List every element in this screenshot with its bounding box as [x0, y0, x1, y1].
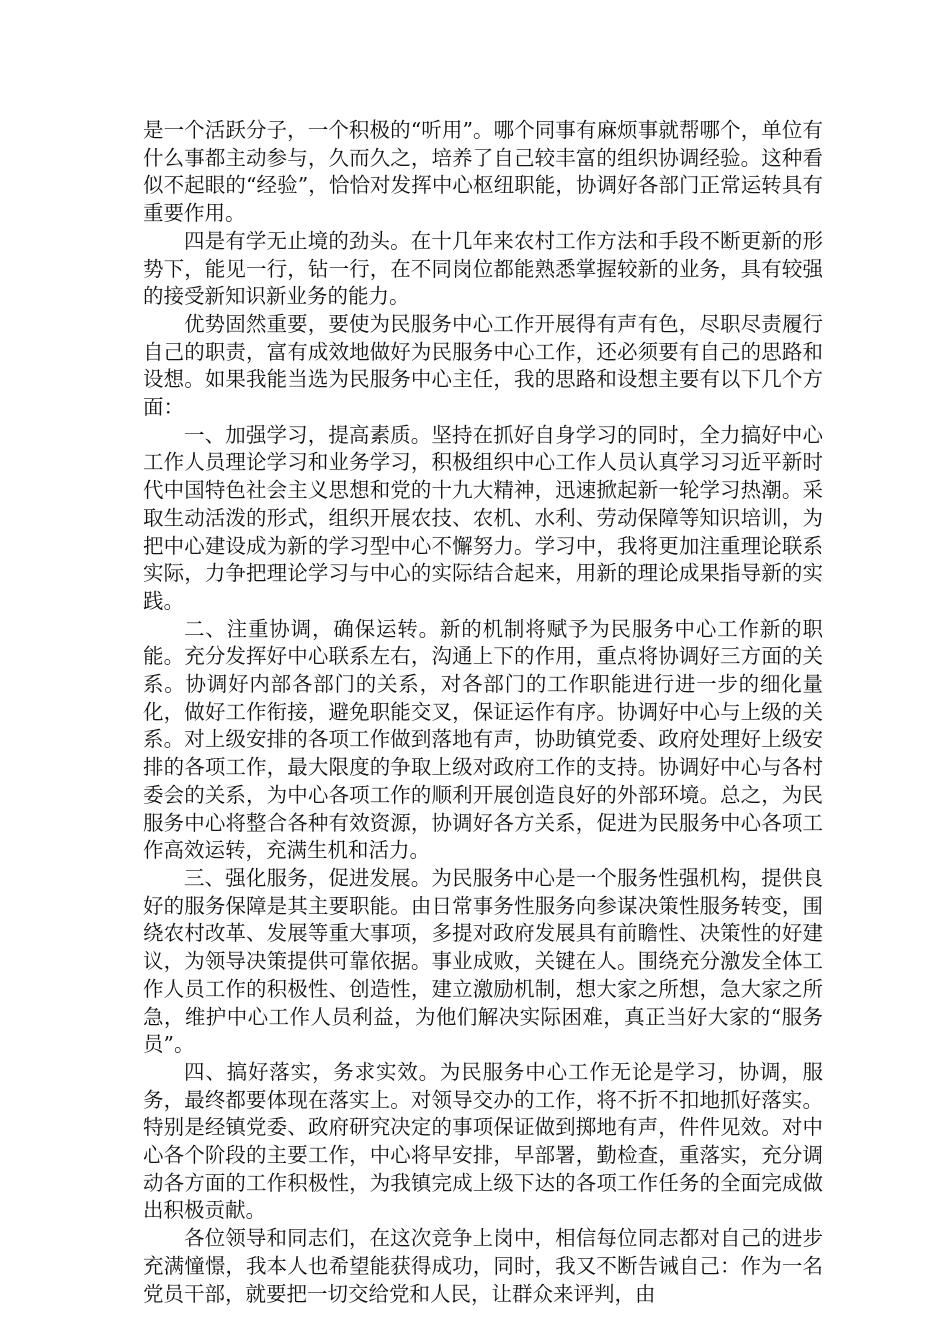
paragraph-point-2-coordination: 二、注重协调，确保运转。新的机制将赋予为民服务中心工作新的职能。充分发挥好中心联系左右，沟通上下的作用，重点将协调好三方面的关系。协调好内部各部门的关系，对各部门的工作职能进行进一步的细化量化，做好工作衔接，避免职能交叉，保证运作有序。协调好中心与上级的关系。对上级安排的各项工作做到落地有声，协助镇党委、政府处理好上级安排的各项工作，最大限度的争取上级对政府工作的支持。协调好中心与各村委会的关系，为中心各项工作的顺利开展创造良好的外部环境。总之，为民服务中心将整合各种有效资源，协调好各方关系，促进为民服务中心各项工作高效运转，充满生机和活力。 — [143, 616, 823, 863]
paragraph-point-1-study: 一、加强学习，提高素质。坚持在抓好自身学习的同时，全力搞好中心工作人员理论学习和业务学习，积极组织中心工作人员认真学习习近平新时代中国特色社会主义思想和党的十九大精神，迅速掀起新一轮学习热潮。采取生动活泼的形式，组织开展农技、农机、水利、劳动保障等知识培训，为把中心建设成为新的学习型中心不懈努力。学习中，我将更加注重理论联系实际，力争把理论学习与中心的实际结合起来，用新的理论成果指导新的实践。 — [143, 422, 823, 613]
document-page — [143, 117, 823, 1308]
paragraph-closing: 各位领导和同志们，在这次竞争上岗中，相信每位同志都对自己的进步充满憧憬，我本人也希望能获得成功，同时，我又不断告诫自己：作为一名党员干部，就要把一切交给党和人民，让群众来评判，由 — [143, 1226, 823, 1306]
paragraph-learning-drive: 四是有学无止境的劲头。在十几年来农村工作方法和手段不断更新的形势下，能见一行，钻一行，在不同岗位都能熟悉掌握较新的业务，具有较强的接受新知识新业务的能力。 — [143, 228, 823, 309]
paragraph-advantages-intro: 优势固然重要，要使为民服务中心工作开展得有声有色，尽职尽责履行自己的职责，富有成效地做好为民服务中心工作，还必须要有自己的思路和设想。如果我能当选为民服务中心主任，我的思路和设想主要有以下几个方面： — [143, 311, 823, 420]
paragraph-point-3-service: 三、强化服务，促进发展。为民服务中心是一个服务性强机构，提供良好的服务保障是其主要职能。由日常事务性服务向参谋决策性服务转变，围绕农村改革、发展等重大事项，多提对政府发展具有前瞻性、决策性的好建议，为领导决策提供可靠依据。事业成败，关键在人。围绕充分激发全体工作人员工作的积极性、创造性，建立激励机制，想大家之所想，急大家之所急，维护中心工作人员利益，为他们解决实际困难，真正当好大家的“服务员”。 — [143, 865, 823, 1057]
paragraph-point-4-implementation: 四、搞好落实，务求实效。为民服务中心工作无论是学习，协调，服务，最终都要体现在落实上。对领导交办的工作，将不折不扣地抓好落实。特别是经镇党委、政府研究决定的事项保证做到掷地有声，件件见效。对中心各个阶段的主要工作，中心将早安排，早部署，勤检查，重落实，充分调动各方面的工作积极性，为我镇完成上级下达的各项工作任务的全面完成做出积极贡献。 — [143, 1059, 823, 1223]
paragraph-continued: 是一个活跃分子，一个积极的“听用”。哪个同事有麻烦事就帮哪个，单位有什么事都主动参与，久而久之，培养了自己较丰富的组织协调经验。这种看似不起眼的“经验”，恰恰对发挥中心枢纽职能，协调好各部门正常运转具有重要作用。 — [143, 118, 823, 226]
